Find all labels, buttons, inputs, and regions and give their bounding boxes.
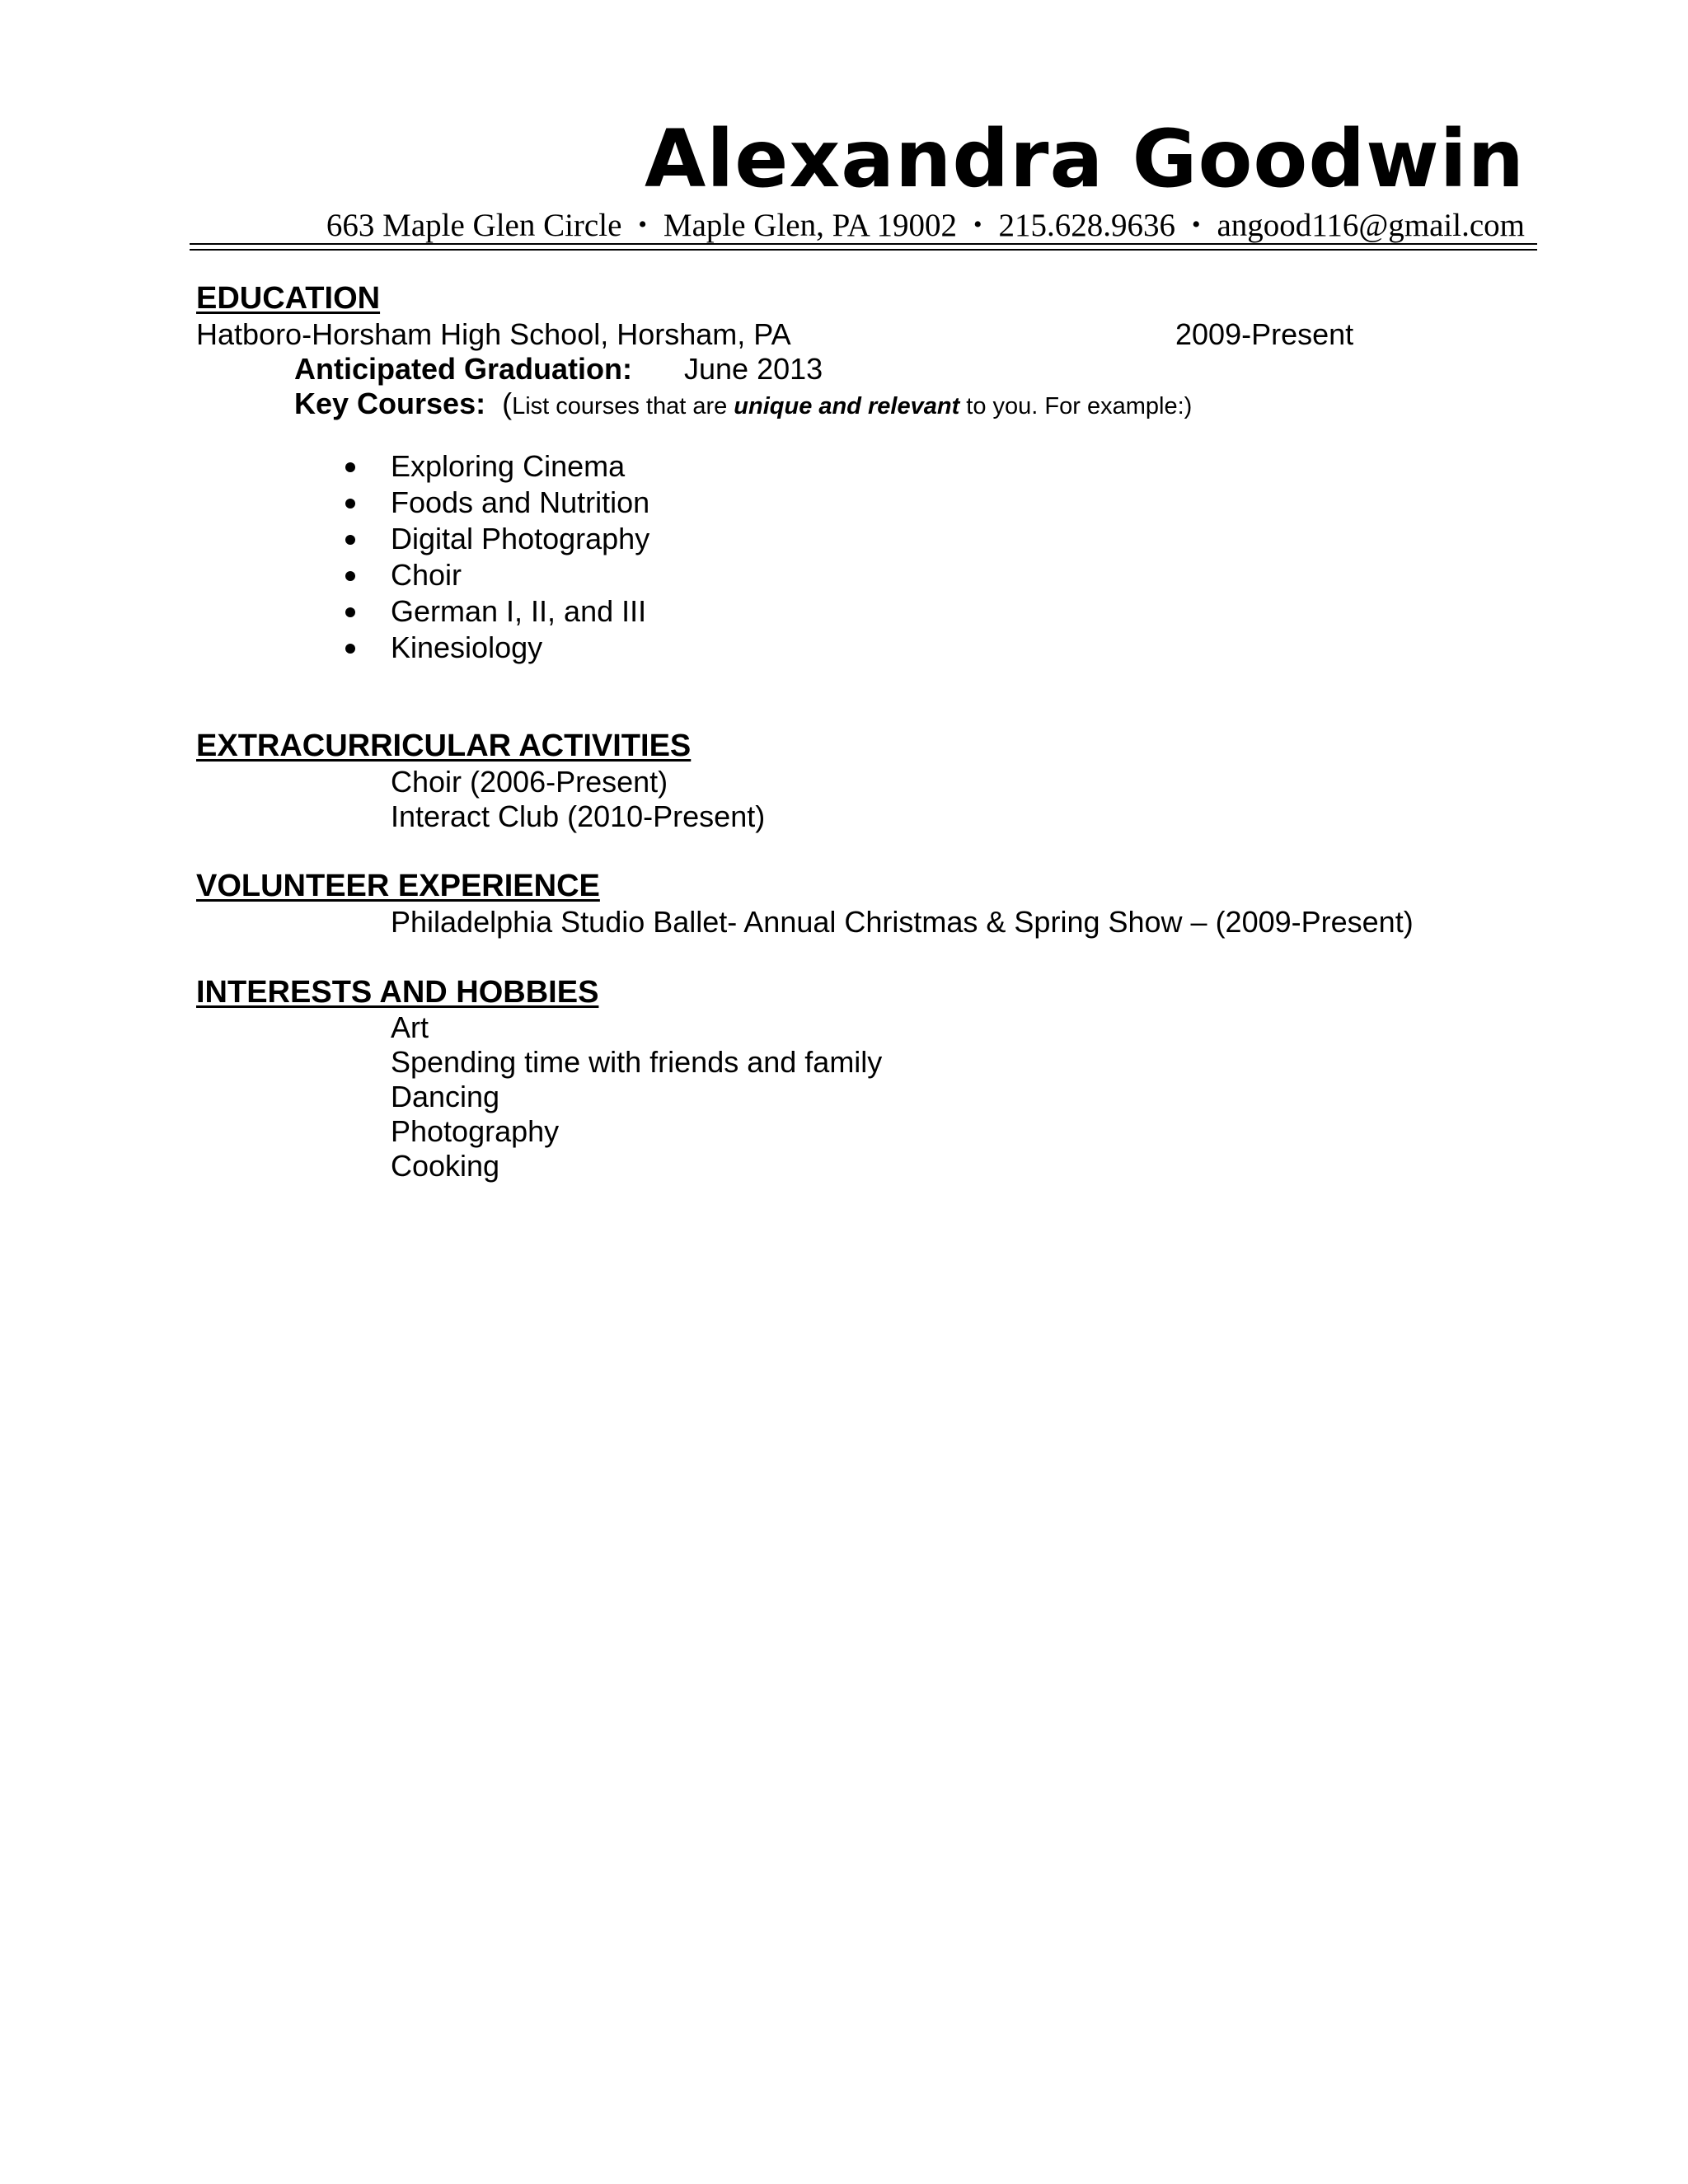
list-item: Spending time with friends and family <box>391 1045 883 1079</box>
list-item: Choir (2006-Present) <box>391 765 668 799</box>
list-item: Foods and Nutrition <box>391 485 650 519</box>
header-rule-top <box>190 243 1537 245</box>
key-courses-note-part: to you. For example:) <box>959 393 1193 419</box>
graduation-label: Anticipated Graduation: <box>294 352 633 386</box>
bullet-icon <box>345 462 355 472</box>
contact-line <box>326 206 1525 245</box>
key-courses-note <box>512 393 1192 419</box>
bullet-icon <box>345 644 355 654</box>
list-item: Dancing <box>391 1080 500 1113</box>
extracurricular-heading: EXTRACURRICULAR ACTIVITIES <box>196 729 692 763</box>
list-item: Cooking <box>391 1149 500 1183</box>
contact-address: 663 Maple Glen Circle <box>326 208 622 243</box>
header-rule-bottom <box>190 249 1537 251</box>
education-school: Hatboro-Horsham High School, Horsham, PA <box>196 317 791 351</box>
education-dates: 2009-Present <box>1175 317 1354 351</box>
key-courses-label: Key Courses: <box>294 387 486 420</box>
bullet-separator: • <box>1191 211 1201 238</box>
graduation-value: June 2013 <box>684 352 823 386</box>
education-heading: EDUCATION <box>196 281 381 316</box>
bullet-icon <box>345 607 355 617</box>
key-courses-line <box>294 387 1192 424</box>
bullet-icon <box>345 499 355 509</box>
list-item: Kinesiology <box>391 630 543 664</box>
list-item: Art <box>391 1010 429 1044</box>
key-courses-note-part: List courses that are <box>512 393 734 419</box>
key-courses-note-emphasis: unique and relevant <box>734 393 960 419</box>
contact-phone: 215.628.9636 <box>998 208 1175 243</box>
list-item: Choir <box>391 558 462 592</box>
list-item: Photography <box>391 1114 560 1148</box>
volunteer-heading: VOLUNTEER EXPERIENCE <box>196 869 600 903</box>
bullet-icon <box>345 571 355 581</box>
key-courses-paren: ( <box>502 387 513 420</box>
bullet-separator: • <box>638 211 647 238</box>
bullet-icon <box>345 535 355 545</box>
contact-city: Maple Glen, PA 19002 <box>663 208 957 243</box>
contact-email: angood116@gmail.com <box>1217 208 1525 243</box>
list-item: Philadelphia Studio Ballet- Annual Christmas & Spring Show – (2009-Present) <box>391 905 1414 939</box>
list-item: Digital Photography <box>391 522 650 555</box>
interests-heading: INTERESTS AND HOBBIES <box>196 975 599 1010</box>
resume-name: Alexandra Goodwin <box>645 113 1525 205</box>
bullet-separator: • <box>973 211 982 238</box>
list-item: Interact Club (2010-Present) <box>391 799 766 833</box>
list-item: German I, II, and III <box>391 594 647 628</box>
list-item: Exploring Cinema <box>391 449 626 483</box>
